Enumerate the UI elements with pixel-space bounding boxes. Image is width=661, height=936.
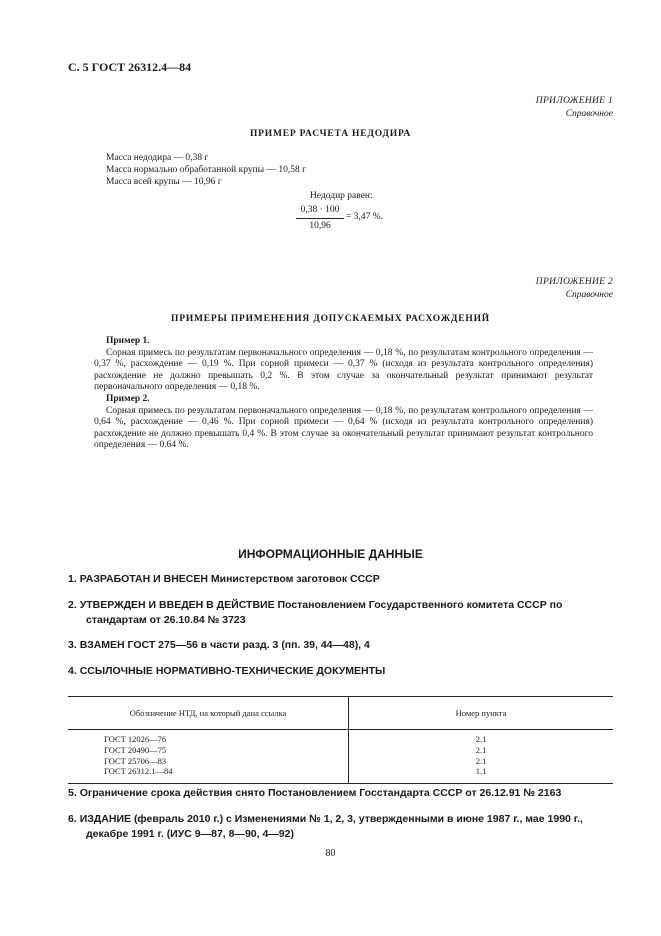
example-2 [94, 394, 593, 452]
formula-denominator: 10,96 [309, 221, 331, 231]
info-item-4 [68, 664, 613, 679]
appendix-2-label-block [536, 276, 613, 302]
item-number: 2. [68, 599, 77, 611]
example-2-text: Сорная примесь по результатам первоначального определения — 0,18 %, по результатам контрольного определения — 0,64 %, расхождение — 0,46 %. При сорной примеси — 0,64 % (исходя из результата контрольного определения) расхождение не должно превышать 0,4 %. В этом случае за окончательный результат принимают результат контрольного определения — 0.64 %. [94, 405, 593, 451]
appendix-1-title: ПРИМЕР РАСЧЕТА НЕДОДИРА [249, 129, 412, 139]
table-cell: 2.1 [475, 744, 487, 755]
item-number: 1. [68, 573, 77, 585]
table-cell: 2.1 [475, 734, 487, 744]
item-text: Постановлением Государственного комитета СССР по стандартам от 26.10.84 № 3723 [86, 599, 563, 626]
fraction-bar [296, 218, 344, 219]
calc-line: Масса недодира — 0,38 г [106, 153, 209, 163]
example-1-title: Пример 1. [106, 336, 150, 346]
item-number: 5. [68, 787, 77, 799]
table-row [68, 766, 613, 783]
table-cell: ГОСТ 12026—76 [68, 730, 349, 745]
appendix-2-type: Справочное [565, 290, 613, 300]
appendix-2-label: ПРИЛОЖЕНИЕ 2 [535, 277, 613, 287]
item-caps: ВЗАМЕН ГОСТ 275—56 [79, 639, 198, 651]
item-number: 6. [68, 813, 77, 825]
table-row [68, 756, 613, 767]
item-number: 4. [68, 665, 77, 677]
page-number: 80 [325, 848, 336, 859]
table-header: Обозначение НТД, на который дана ссылка [68, 697, 349, 730]
reference-table [68, 696, 613, 784]
item-text: Ограничение срока действия снято Постановлением Госстандарта СССР от 26.12.91 № 2163 [79, 787, 562, 799]
item-text: в части разд. 3 (пп. 39, 44—48), 4 [200, 639, 370, 651]
appendix-2-title: ПРИМЕРЫ ПРИМЕНЕНИЯ ДОПУСКАЕМЫХ РАСХОЖДЕНИЙ [171, 314, 490, 324]
item-text: (февраль 2010 г.) с Изменениями № 1, 2, 3, утвержденными в июне 1987 г., мае 1990 г., декабре 1991 г. (ИУС 9—87, 8—90, 4—92) [86, 813, 583, 840]
table-header: Номер пункта [349, 697, 614, 730]
item-caps: ИЗДАНИЕ [79, 813, 132, 825]
appendix-1-label-block [536, 95, 613, 121]
info-item-2 [68, 598, 613, 628]
appendix-1-type: Справочное [565, 109, 613, 119]
example-1-text: Сорная примесь по результатам первоначального определения — 0,18 %, по результатам контрольного определения — 0,37 %, расхождение — 0,19 %. При сорной примеси — 0,37 % (исходя из результата контрольного определения) расхождение не должно превышать 0,2 %. В этом случае за окончательный результат принимают результат первоначального определения — 0,18 %. [94, 347, 593, 393]
calc-line: Масса всей крупы — 10,96 г [106, 177, 222, 187]
info-title: ИНФОРМАЦИОННЫЕ ДАННЫЕ [238, 547, 423, 561]
info-item-6 [68, 812, 613, 842]
info-item-3 [68, 638, 613, 653]
table-cell: 1.1 [349, 766, 614, 783]
table-cell: ГОСТ 26312.1—84 [68, 766, 349, 783]
item-caps: РАЗРАБОТАН И ВНЕСЕН [79, 573, 208, 585]
info-item-1 [68, 572, 613, 587]
table-row [68, 730, 613, 745]
example-1 [94, 336, 593, 394]
table-row [68, 745, 613, 756]
result-label: Недодир равен: [310, 191, 373, 201]
info-item-5 [68, 786, 613, 801]
item-caps: ССЫЛОЧНЫЕ НОРМАТИВНО-ТЕХНИЧЕСКИЕ ДОКУМЕНТЫ [79, 665, 386, 677]
table-cell: ГОСТ 25706—83 [68, 756, 349, 767]
item-text: Министерством заготовок СССР [210, 573, 380, 585]
item-number: 3. [68, 639, 77, 651]
calc-line: Масса нормально обработанной крупы — 10,58 г [106, 165, 306, 175]
formula-numerator: 0,38 · 100 [300, 205, 340, 215]
example-2-title: Пример 2. [106, 394, 150, 404]
page-header: С. 5 ГОСТ 26312.4—84 [68, 60, 192, 74]
appendix-1-label: ПРИЛОЖЕНИЕ 1 [535, 96, 613, 106]
table-cell: ГОСТ 20490—75 [68, 745, 349, 756]
table-cell: 2.1 [475, 755, 487, 766]
formula-result: = 3,47 %. [346, 212, 384, 222]
item-caps: УТВЕРЖДЕН И ВВЕДЕН В ДЕЙСТВИЕ [79, 599, 275, 611]
